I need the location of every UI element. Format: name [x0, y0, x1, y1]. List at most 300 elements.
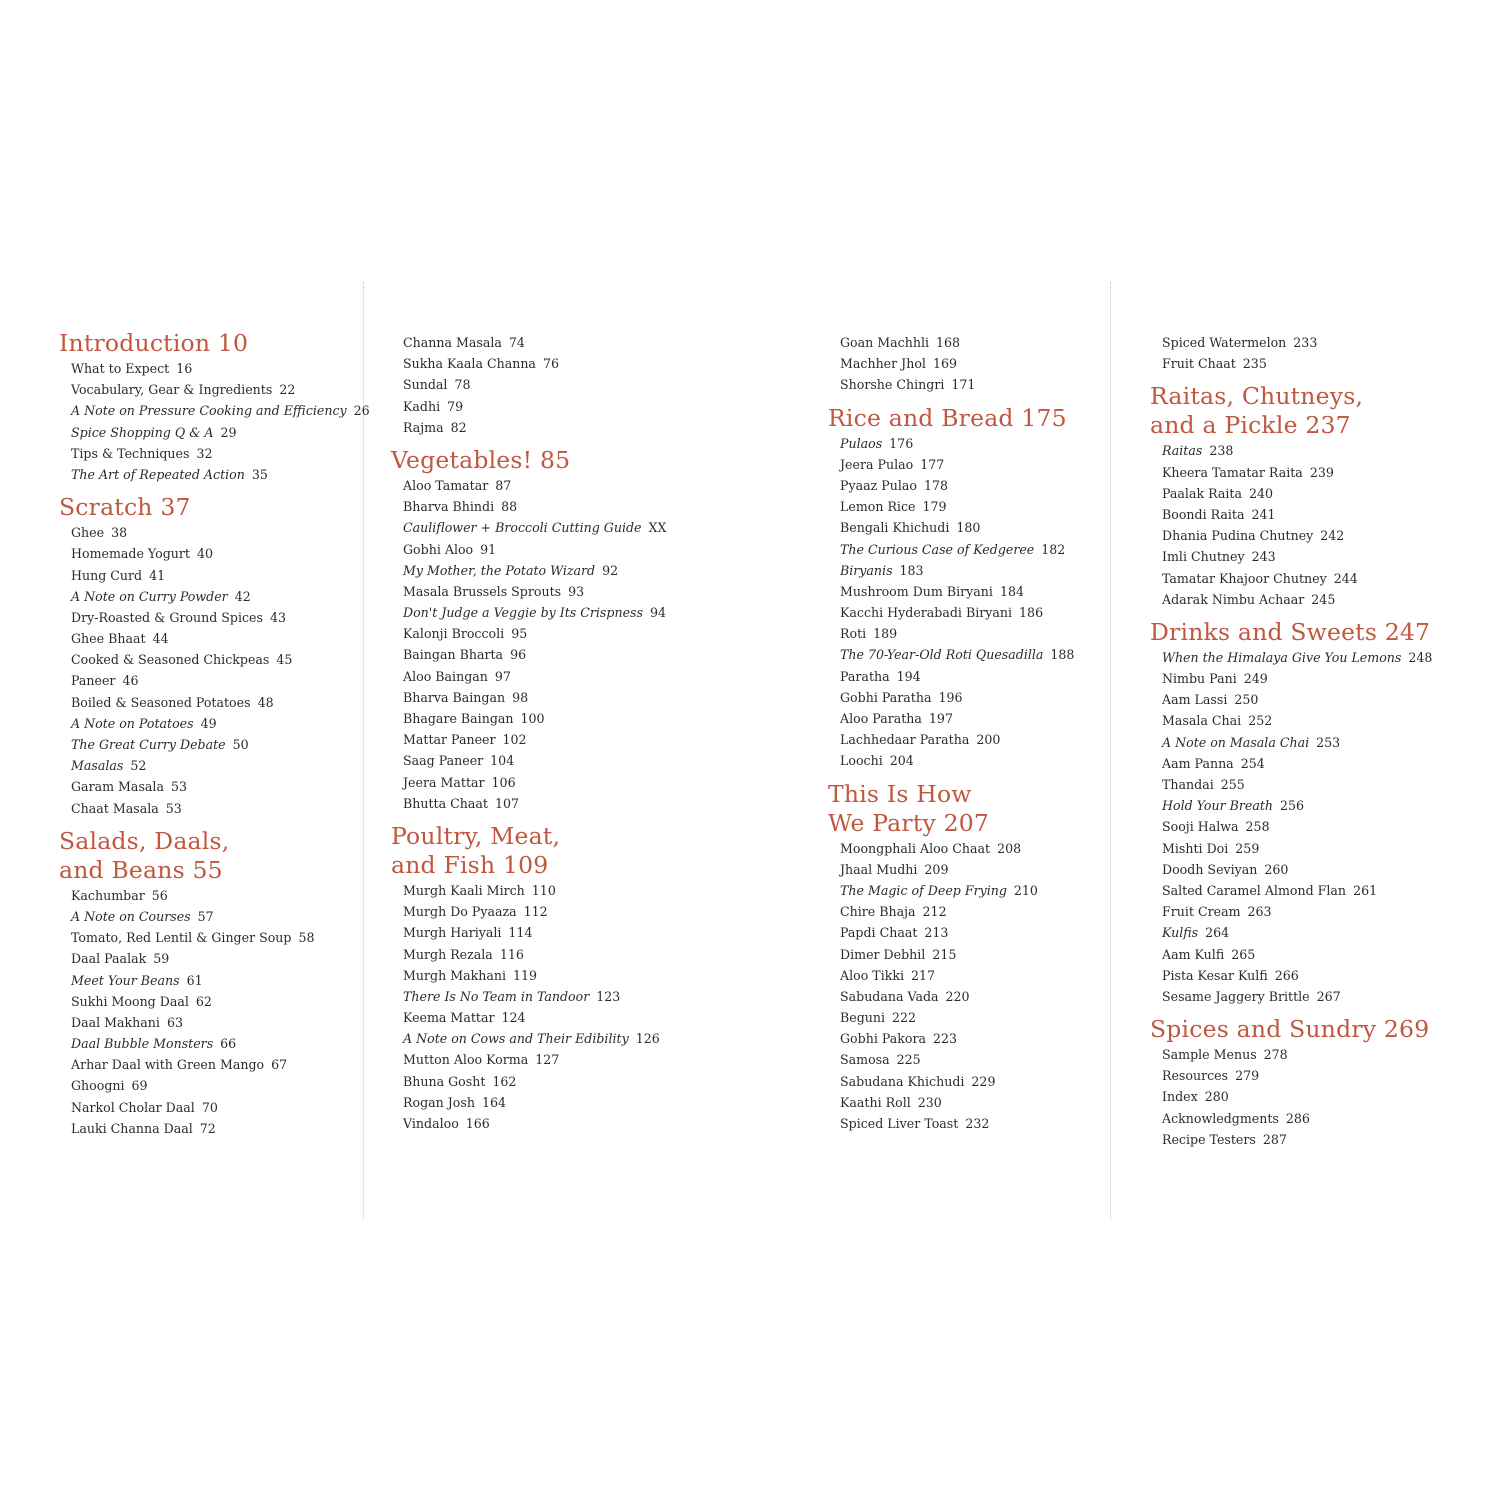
entry-page-number: 56	[151, 887, 168, 903]
toc-entry	[403, 374, 666, 395]
entry-page-number: 98	[512, 689, 529, 705]
entry-title: Mishti Doi	[1162, 840, 1229, 856]
toc-entry	[840, 433, 1074, 454]
toc-entry	[71, 927, 370, 948]
toc-entry	[1162, 816, 1432, 837]
entry-title: There Is No Team in Tandoor	[403, 988, 590, 1004]
toc-entry	[1162, 589, 1432, 610]
entry-list	[59, 522, 370, 819]
entry-title: Aloo Baingan	[403, 668, 488, 684]
entry-page-number: 41	[149, 567, 166, 583]
entry-page-number: 177	[920, 456, 945, 472]
entry-page-number: 253	[1316, 734, 1341, 750]
entry-title: Boondi Raita	[1162, 506, 1245, 522]
entry-title: Recipe Testers	[1162, 1131, 1256, 1147]
entry-title: Kulfis	[1162, 925, 1199, 941]
entry-page-number: 204	[889, 753, 914, 769]
toc-entry	[71, 358, 370, 379]
entry-title: Murgh Kaali Mirch	[403, 882, 525, 898]
entry-title: The Magic of Deep Frying	[840, 882, 1007, 898]
toc-entry	[71, 443, 370, 464]
entry-page-number: 46	[122, 673, 139, 689]
toc-entry	[403, 560, 666, 581]
entry-title: The Great Curry Debate	[71, 737, 226, 752]
entry-list	[59, 358, 370, 485]
toc-entry	[71, 970, 370, 991]
entry-title: Nimbu Pani	[1162, 671, 1237, 687]
toc-entry	[840, 901, 1074, 922]
toc-section	[828, 780, 1074, 1135]
toc-entry	[840, 644, 1074, 665]
entry-page-number: 212	[922, 904, 947, 920]
entry-title: Beguni	[840, 1010, 886, 1026]
toc-entry	[1162, 1044, 1432, 1065]
entry-title: Lauki Channa Daal	[71, 1120, 193, 1136]
entry-page-number: 82	[450, 419, 467, 435]
toc-entry	[403, 417, 666, 438]
entry-title: Pulaos	[840, 435, 883, 451]
entry-title: Aloo Tikki	[840, 967, 905, 983]
entry-page-number: 94	[649, 605, 666, 621]
entry-title: Saag Paneer	[403, 753, 484, 769]
toc-column	[828, 329, 1074, 1134]
entry-title: Tips & Techniques	[71, 445, 190, 461]
entry-page-number: 179	[922, 499, 947, 515]
entry-title: Daal Makhani	[71, 1014, 160, 1030]
entry-title: Dimer Debhil	[840, 946, 926, 962]
entry-title: Bharva Bhindi	[403, 499, 495, 515]
entry-title: A Note on Masala Chai	[1162, 734, 1310, 750]
entry-page-number: 16	[176, 361, 193, 376]
entry-list	[1150, 647, 1432, 1007]
entry-title: Cauliflower + Broccoli Cutting Guide	[403, 520, 642, 536]
entry-page-number: 220	[945, 988, 970, 1004]
entry-page-number: 166	[465, 1116, 490, 1131]
entry-page-number: 252	[1248, 713, 1273, 729]
entry-page-number: 280	[1204, 1089, 1229, 1105]
entry-list	[1150, 1044, 1432, 1150]
entry-title: Gobhi Paratha	[840, 689, 932, 705]
toc-entry	[403, 539, 666, 560]
entry-page-number: 76	[542, 356, 559, 372]
entry-page-number: 45	[276, 652, 293, 668]
toc-entry	[71, 670, 370, 691]
toc-entry	[1162, 901, 1432, 922]
toc-entry	[840, 708, 1074, 729]
toc-entry	[403, 496, 666, 517]
entry-page-number: 286	[1285, 1110, 1310, 1126]
entry-title: Masalas	[71, 758, 124, 774]
toc-entry	[840, 581, 1074, 602]
entry-title: Roti	[840, 626, 867, 642]
entry-page-number: 53	[170, 779, 187, 795]
toc-entry	[840, 666, 1074, 687]
section-heading: Rice and Bread 175	[828, 403, 1067, 432]
entry-title: Hung Curd	[71, 567, 143, 583]
entry-title: Kachumbar	[71, 887, 145, 903]
entry-page-number: 57	[197, 908, 214, 924]
entry-page-number: 248	[1408, 649, 1433, 665]
entry-title: Keema Mattar	[403, 1010, 495, 1026]
entry-page-number: 79	[447, 398, 464, 414]
entry-list	[828, 433, 1074, 772]
entry-page-number: 263	[1247, 904, 1272, 920]
entry-title: The Curious Case of Kedgeree	[840, 541, 1035, 557]
entry-title: Pyaaz Pulao	[840, 477, 917, 493]
entry-title: Dhania Pudina Chutney	[1162, 528, 1314, 544]
section-heading: Introduction 10	[59, 329, 249, 357]
entry-title: A Note on Pressure Cooking and Efficiency	[71, 403, 347, 419]
toc-entry	[840, 1092, 1074, 1113]
entry-page-number: 168	[936, 335, 961, 350]
entry-page-number: 58	[298, 930, 315, 946]
entry-page-number: 93	[568, 583, 585, 599]
entry-title: A Note on Courses	[71, 908, 191, 924]
toc-section	[828, 332, 1074, 396]
toc-entry	[403, 602, 666, 623]
toc-entry	[71, 906, 370, 927]
toc-entry	[403, 965, 666, 986]
entry-title: Salted Caramel Almond Flan	[1162, 882, 1347, 898]
entry-page-number: 278	[1263, 1047, 1288, 1063]
toc-entry	[840, 353, 1074, 374]
entry-title: Murgh Hariyali	[403, 925, 502, 941]
toc-entry	[840, 687, 1074, 708]
entry-page-number: 116	[499, 946, 524, 962]
entry-page-number: 238	[1209, 443, 1234, 459]
toc-entry	[403, 880, 666, 901]
entry-title: Sukhi Moong Daal	[71, 993, 189, 1009]
toc-entry	[403, 623, 666, 644]
toc-entry	[1162, 525, 1432, 546]
entry-title: Rajma	[403, 419, 444, 435]
entry-page-number: 194	[896, 668, 921, 684]
entry-page-number: 102	[502, 732, 527, 748]
entry-title: Paalak Raita	[1162, 485, 1242, 501]
entry-page-number: 178	[923, 477, 948, 493]
entry-page-number: 110	[531, 882, 556, 898]
toc-entry	[403, 644, 666, 665]
toc-entry	[71, 522, 370, 543]
entry-page-number: 87	[495, 477, 512, 493]
toc-section	[1150, 1015, 1432, 1150]
section-heading: Drinks and Sweets 247	[1150, 617, 1431, 646]
entry-page-number: 264	[1205, 925, 1230, 941]
entry-list	[391, 332, 666, 438]
toc-entry	[1162, 440, 1432, 461]
entry-page-number: 183	[899, 562, 924, 578]
section-heading: Raitas, Chutneys, and a Pickle 237	[1150, 382, 1364, 440]
toc-entry	[403, 793, 666, 814]
toc-entry	[403, 901, 666, 922]
toc-entry	[1162, 568, 1432, 589]
entry-page-number: 287	[1262, 1131, 1287, 1147]
toc-entry	[840, 880, 1074, 901]
entry-page-number: 61	[186, 972, 203, 988]
entry-page-number: 267	[1316, 988, 1341, 1004]
entry-page-number: 67	[271, 1057, 288, 1073]
entry-title: Boiled & Seasoned Potatoes	[71, 694, 251, 710]
toc-entry	[1162, 483, 1432, 504]
toc-entry	[71, 1097, 370, 1118]
entry-page-number: 119	[513, 967, 538, 983]
toc-entry	[840, 838, 1074, 859]
entry-page-number: 210	[1013, 882, 1038, 898]
entry-page-number: 48	[257, 694, 274, 710]
entry-page-number: 265	[1231, 946, 1256, 962]
entry-page-number: 230	[917, 1094, 942, 1110]
entry-list	[828, 332, 1074, 396]
entry-title: Mutton Aloo Korma	[403, 1052, 529, 1068]
entry-title: Spiced Watermelon	[1162, 335, 1287, 350]
toc-entry	[840, 374, 1074, 395]
entry-page-number: 235	[1242, 356, 1267, 372]
entry-page-number: 254	[1240, 755, 1265, 771]
entry-title: Pista Kesar Kulfi	[1162, 967, 1268, 983]
entry-title: Cooked & Seasoned Chickpeas	[71, 652, 270, 668]
toc-section	[59, 827, 370, 1139]
toc-entry	[403, 1113, 666, 1134]
toc-entry	[840, 454, 1074, 475]
toc-entry	[71, 991, 370, 1012]
entry-title: Mattar Paneer	[403, 732, 496, 748]
entry-title: A Note on Potatoes	[71, 715, 194, 731]
entry-title: Sabudana Khichudi	[840, 1073, 965, 1089]
toc-entry	[840, 623, 1074, 644]
entry-list	[1150, 332, 1432, 374]
toc-entry	[71, 400, 370, 421]
toc-section	[391, 332, 666, 438]
entry-page-number: 42	[234, 588, 251, 604]
toc-entry	[403, 581, 666, 602]
entry-title: Resources	[1162, 1068, 1229, 1084]
toc-entry	[1162, 1086, 1432, 1107]
entry-page-number: 240	[1248, 485, 1274, 501]
entry-title: Bharva Baingan	[403, 689, 506, 705]
toc-entry	[403, 729, 666, 750]
entry-title: Tamatar Khajoor Chutney	[1162, 570, 1327, 586]
entry-title: Index	[1162, 1089, 1198, 1105]
toc-entry	[840, 1071, 1074, 1092]
entry-page-number: 95	[511, 626, 528, 642]
entry-title: Aloo Paratha	[840, 711, 922, 726]
toc-entry	[71, 565, 370, 586]
entry-title: The 70-Year-Old Roti Quesadilla	[840, 647, 1044, 663]
entry-page-number: 180	[956, 520, 981, 536]
entry-title: When the Himalaya Give You Lemons	[1162, 649, 1402, 665]
toc-column	[59, 329, 370, 1139]
entry-page-number: 29	[220, 424, 237, 440]
entry-title: Kadhi	[403, 398, 441, 414]
entry-page-number: 256	[1280, 798, 1305, 814]
entry-page-number: 35	[251, 466, 268, 482]
entry-page-number: 92	[602, 562, 619, 578]
entry-title: Fruit Cream	[1162, 904, 1241, 920]
toc-entry	[1162, 880, 1432, 901]
toc-entry	[1162, 753, 1432, 774]
entry-page-number: 112	[523, 904, 548, 920]
entry-page-number: 169	[932, 356, 957, 372]
entry-page-number: 74	[508, 335, 525, 350]
entry-title: Kalonji Broccoli	[403, 626, 505, 642]
toc-entry	[840, 965, 1074, 986]
toc-entry	[1162, 462, 1432, 483]
entry-title: Kaathi Roll	[840, 1094, 911, 1110]
section-heading: This Is How We Party 207	[828, 779, 990, 837]
toc-entry	[1162, 944, 1432, 965]
entry-page-number: 184	[999, 583, 1024, 599]
toc-entry	[71, 422, 370, 443]
toc-entry	[840, 539, 1074, 560]
entry-list	[1150, 440, 1432, 610]
entry-title: Moongphali Aloo Chaat	[840, 840, 991, 856]
entry-page-number: 164	[481, 1094, 506, 1110]
section-heading: Spices and Sundry 269	[1150, 1015, 1430, 1044]
toc-entry	[71, 607, 370, 628]
entry-title: Daal Bubble Monsters	[71, 1036, 214, 1052]
toc-entry	[840, 1028, 1074, 1049]
entry-page-number: 229	[971, 1073, 996, 1089]
entry-page-number: 62	[195, 993, 212, 1009]
entry-title: Dry-Roasted & Ground Spices	[71, 609, 263, 625]
entry-list	[59, 885, 370, 1139]
toc-entry	[403, 986, 666, 1007]
toc-entry	[403, 353, 666, 374]
entry-title: Murgh Rezala	[403, 946, 493, 962]
toc-entry	[840, 332, 1074, 353]
entry-title: Jeera Pulao	[840, 456, 914, 472]
toc-entry	[71, 543, 370, 564]
entry-title: Raitas	[1162, 443, 1203, 459]
toc-entry	[403, 1007, 666, 1028]
entry-title: Rogan Josh	[403, 1094, 475, 1110]
entry-title: Homemade Yogurt	[71, 546, 190, 562]
entry-title: Gobhi Aloo	[403, 541, 474, 557]
toc-entry	[71, 692, 370, 713]
entry-title: A Note on Cows and Their Edibility	[403, 1031, 629, 1047]
entry-page-number: 59	[153, 951, 170, 967]
toc-entry	[403, 772, 666, 793]
toc-column	[1150, 329, 1432, 1150]
entry-title: Gobhi Pakora	[840, 1031, 927, 1047]
entry-page-number: 249	[1243, 671, 1268, 687]
entry-page-number: 222	[892, 1010, 917, 1026]
entry-title: Paneer	[71, 673, 116, 689]
toc-entry	[71, 628, 370, 649]
entry-page-number: 66	[220, 1036, 237, 1052]
entry-title: Machher Jhol	[840, 356, 926, 372]
entry-page-number: 182	[1041, 541, 1066, 557]
entry-title: Doodh Seviyan	[1162, 861, 1258, 877]
toc-entry	[403, 750, 666, 771]
entry-title: Ghee Bhaat	[71, 631, 146, 647]
toc-entry	[1162, 838, 1432, 859]
toc-entry	[1162, 689, 1432, 710]
entry-page-number: 260	[1264, 861, 1289, 877]
entry-title: Spice Shopping Q & A	[71, 424, 214, 440]
toc-entry	[840, 475, 1074, 496]
entry-page-number: 63	[166, 1014, 183, 1030]
entry-title: Bengali Khichudi	[840, 520, 950, 536]
entry-title: Hold Your Breath	[1162, 798, 1274, 814]
entry-page-number: 38	[111, 525, 128, 541]
entry-title: Sundal	[403, 377, 448, 393]
entry-page-number: 261	[1353, 882, 1378, 898]
entry-page-number: 126	[635, 1031, 660, 1047]
entry-title: Imli Chutney	[1162, 549, 1245, 565]
entry-page-number: 189	[873, 626, 898, 642]
entry-page-number: 96	[510, 647, 527, 663]
entry-page-number: 124	[501, 1010, 526, 1026]
entry-title: Channa Masala	[403, 335, 502, 350]
toc-entry	[71, 464, 370, 485]
entry-page-number: 176	[889, 435, 914, 451]
entry-page-number: 243	[1251, 549, 1276, 565]
entry-page-number: 22	[279, 382, 296, 398]
entry-page-number: 213	[924, 925, 949, 941]
toc-entry	[840, 986, 1074, 1007]
entry-page-number: 72	[199, 1120, 216, 1136]
toc-entry	[1162, 1108, 1432, 1129]
entry-title: Shorshe Chingri	[840, 377, 945, 393]
section-heading: Scratch 37	[59, 493, 191, 522]
entry-page-number: 215	[932, 946, 957, 962]
entry-page-number: 255	[1220, 777, 1245, 792]
entry-title: Sooji Halwa	[1162, 819, 1239, 835]
toc-entry	[71, 1033, 370, 1054]
entry-title: What to Expect	[71, 361, 170, 376]
entry-page-number: 225	[896, 1052, 921, 1068]
entry-title: Thandai	[1162, 777, 1214, 792]
entry-title: Kheera Tamatar Raita	[1162, 464, 1303, 480]
entry-title: My Mother, the Potato Wizard	[403, 562, 596, 578]
toc-entry	[840, 602, 1074, 623]
entry-title: Don't Judge a Veggie by Its Crispness	[403, 605, 643, 621]
entry-page-number: 208	[997, 840, 1022, 856]
entry-page-number: 233	[1293, 335, 1318, 350]
toc-entry	[71, 948, 370, 969]
entry-title: Goan Machhli	[840, 335, 929, 350]
column-divider	[1110, 282, 1111, 1220]
toc-entry	[1162, 859, 1432, 880]
toc-entry	[1162, 504, 1432, 525]
entry-page-number: 53	[165, 800, 182, 816]
entry-page-number: 114	[508, 925, 533, 941]
toc-entry	[71, 1012, 370, 1033]
toc-entry	[840, 496, 1074, 517]
toc-entry	[1162, 332, 1432, 353]
toc-entry	[840, 1113, 1074, 1134]
toc-entry	[403, 922, 666, 943]
toc-section	[1150, 618, 1432, 1007]
entry-page-number: 266	[1274, 967, 1299, 983]
toc-entry	[1162, 965, 1432, 986]
entry-page-number: 104	[490, 753, 515, 769]
entry-title: Tomato, Red Lentil & Ginger Soup	[71, 930, 292, 946]
entry-page-number: 223	[933, 1031, 958, 1047]
entry-page-number: 123	[596, 988, 621, 1004]
entry-page-number: 106	[491, 774, 516, 790]
toc-entry	[840, 729, 1074, 750]
entry-page-number: 279	[1235, 1068, 1260, 1084]
toc-entry	[840, 944, 1074, 965]
toc-entry	[71, 734, 370, 755]
toc-entry	[1162, 986, 1432, 1007]
toc-entry	[71, 798, 370, 819]
entry-page-number: 69	[131, 1078, 148, 1094]
entry-page-number: 40	[196, 546, 214, 562]
entry-page-number: 91	[480, 541, 497, 557]
